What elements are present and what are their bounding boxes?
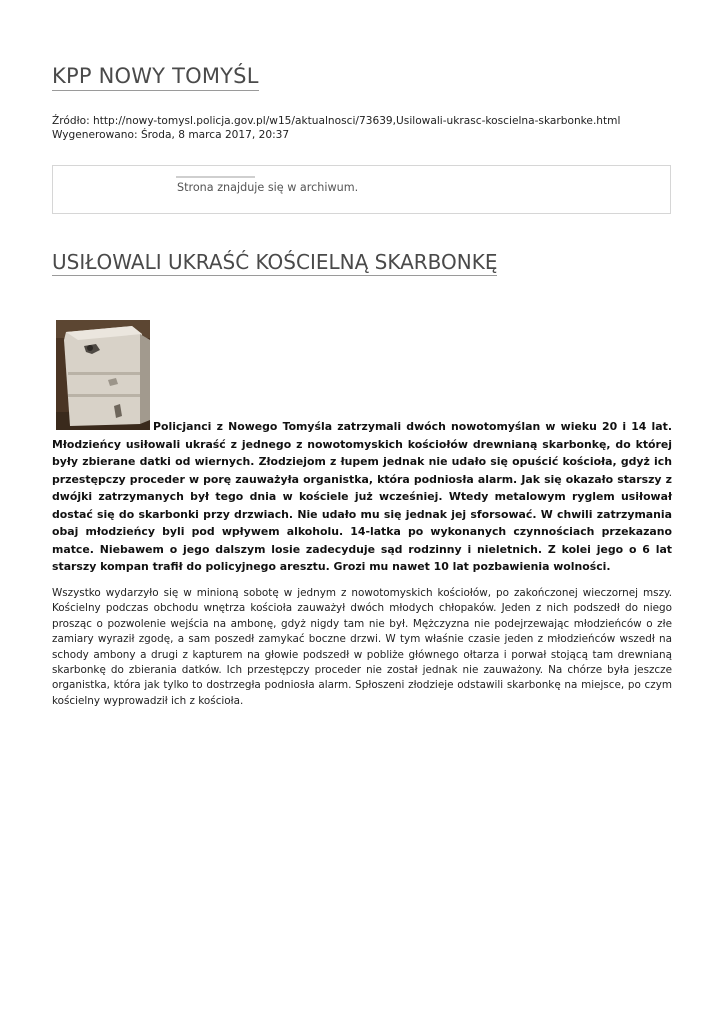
- article-lead: [52, 418, 672, 576]
- generated-line: [52, 128, 620, 142]
- article-lead-text: Policjanci z Nowego Tomyśla zatrzymali dwóch nowotomyślan w wieku 20 i 14 lat. Młodzieńcy usiłowali ukraść z jednego z nowotomyskich kościołów drewnianą skarbonkę, do której były zbierane datki od wiernych. Złodziejom z łupem jednak nie udało się opuścić kościoła, gdyż ich przestępczy proceder w porę zauważyła organistka, która podniosła alarm. Jak się okazało starszy z dwójki zatrzymanych był tego dnia w kościele już wcześniej. Wtedy metalowym ryglem usiłował dostać się do skarbonki przy drzwiach. Nie udało mu się jednak jej sforsować. W chwili zatrzymania obaj młodzieńcy byli pod wpływem alkoholu. 14-latka po wykonanych czynnościach przekazano matce. Niebawem o jego dalszym losie zadecyduje sąd rodzinny i nieletnich. Z kolei jego o 6 lat starszy kompan trafił do policyjnego aresztu. Grozi mu nawet 10 lat pozbawienia wolności.: [52, 420, 672, 573]
- notice-divider: [176, 176, 255, 178]
- article-body: Wszystko wydarzyło się w minioną sobotę w jednym z nowotomyskich kościołów, po zakończonej wieczornej mszy. Kościelny podczas obchodu wnętrza kościoła zauważył dwóch młodych chłopaków. Jeden z nich podszedł do niego prosząc o pozwolenie wejścia na ambonę, gdyż nigdy tam nie był. Mężczyzna nie podejrzewając młodzieńców o złe zamiary wyraził zgodę, a sam poszedł zamykać boczne drzwi. W tym właśnie czasie jeden z młodzieńców wszedł na schody ambony a drugi z kapturem na głowie podszedł w pobliże głównego ołtarza i porwał stojącą tam drewnianą skarbonkę do zbierania datków. Ich przestępczy proceder nie został jednak nie zauważony. Na chórze była jeszcze organistka, która jak tylko to dostrzegła podniosła alarm. Spłoszeni złodzieje odstawili skarbonkę na miejsce, po czym kościelny wyprowadził ich z kościoła.: [52, 587, 672, 707]
- photo-spacer: [52, 418, 153, 435]
- article-photo[interactable]: [56, 320, 150, 430]
- generated-label: Wygenerowano:: [52, 129, 138, 141]
- generated-date: Środa, 8 marca 2017, 20:37: [140, 129, 290, 141]
- archive-notice-text: Strona znajduje się w archiwum.: [177, 181, 359, 194]
- source-line: [52, 114, 620, 128]
- source-url[interactable]: http://nowy-tomysl.policja.gov.pl/w15/aktualnosci/73639,Usilowali-ukrasc-koscielna-skarbonke.html: [93, 115, 621, 127]
- archive-notice: [52, 165, 671, 214]
- source-label: Źródło:: [52, 115, 90, 127]
- site-title: KPP NOWY TOMYŚL: [52, 64, 259, 91]
- article-title: USIŁOWALI UKRAŚĆ KOŚCIELNĄ SKARBONKĘ: [52, 250, 498, 274]
- source-meta: [52, 114, 620, 142]
